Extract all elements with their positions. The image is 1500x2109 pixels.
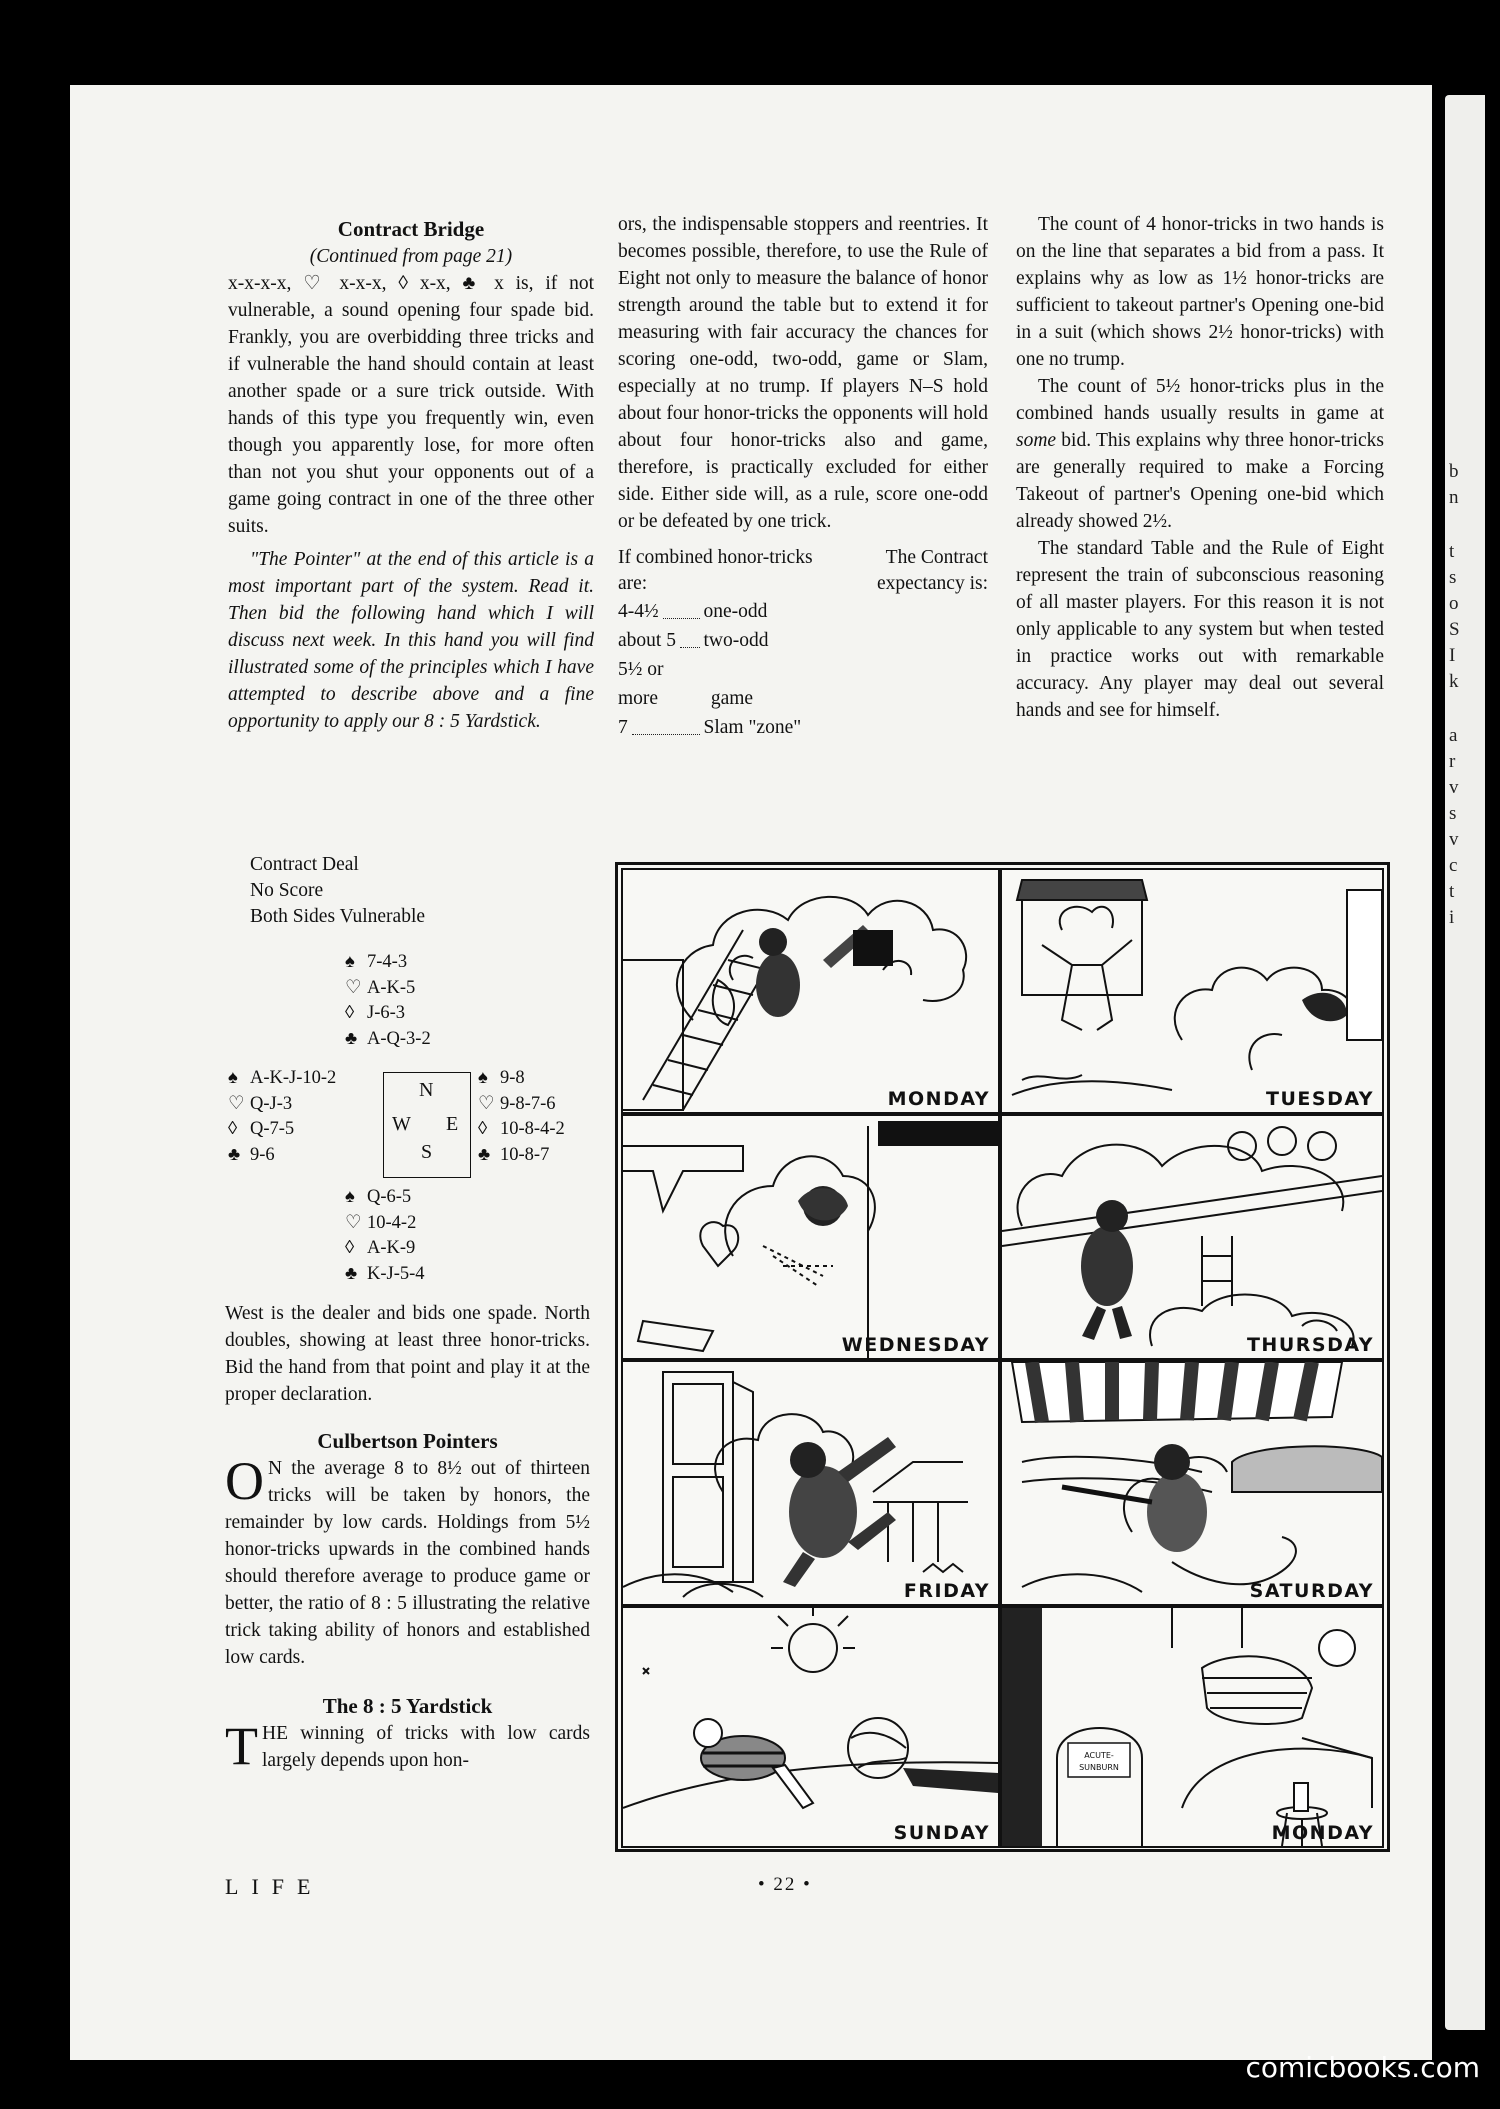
holding: Q-J-3 [250,1093,293,1114]
holding: 10-8-7 [500,1144,550,1165]
article-title: Contract Bridge [337,217,485,241]
comic-illustration [1002,1608,1382,1846]
holding: J-6-3 [367,1003,406,1023]
continued-note: (Continued from page 21) [309,246,513,267]
table-cell: 5½ or more [618,659,664,709]
next-page-fragment: k [1449,671,1459,692]
holding: Q-6-5 [367,1187,412,1207]
next-page-fragment: r [1449,751,1456,772]
holding: A-Q-3-2 [367,1028,431,1049]
day-label: MONDAY [887,1088,990,1110]
east-hand [478,1066,565,1168]
watermark: comicbooks.com [1245,2051,1480,2084]
next-page-fragment: v [1449,777,1459,798]
section-heading: The 8 : 5 Yardstick [322,1694,493,1718]
compass-box [383,1072,471,1178]
day-label: MONDAY [1271,1822,1374,1844]
middle-column [618,211,988,742]
page-number: • 22 • [758,1874,812,1895]
next-page-fragment: v [1449,829,1459,850]
compass-west: W [392,1113,411,1135]
drop-cap: T [225,1716,258,1776]
comic-illustration [1002,870,1382,1112]
table-cell: two-odd [703,630,769,651]
north-hand [345,950,431,1052]
deal-header [250,852,580,930]
table-cell: about 5 [618,630,676,651]
south-hand [345,1185,425,1287]
compass-north: N [419,1079,434,1101]
paragraph [225,1451,590,1671]
next-page-fragment: i [1449,907,1455,928]
heart-icon: ♡ [345,1212,362,1233]
deal-score: No Score [250,880,324,901]
table-row [618,626,988,655]
diamond-icon: ◊ [345,1238,355,1258]
comic-illustration [623,870,998,1112]
paragraph: ors, the indispensable stoppers and reentries. It becomes possible, therefore, to use the Rule of Eight not only to measure the balance of honor strength around the table but to extend it for measuring with fair accuracy the chances for scoring one-odd, two-odd, game or Slam, especially at no trump. If players N–S hold about four honor-tricks the opponents will hold about four honor-tricks also and game, therefore, is practically excluded for either side. Either side will, as a rule, score one-odd or be defeated by one trick. [618,214,988,532]
heart-icon: ♡ [478,1093,495,1114]
table-row [618,655,988,713]
comic-panel [621,1360,1000,1606]
next-page-fragment: a [1449,725,1458,746]
comic-panel [1000,868,1384,1114]
paragraph [1016,373,1384,535]
spade-icon: ♠ [345,1187,355,1207]
day-label: THURSDAY [1246,1334,1374,1356]
expectancy-table [618,545,988,742]
next-page-fragment: o [1449,593,1459,614]
left-column-bottom [225,1300,590,1774]
drop-cap: O [225,1451,264,1511]
day-label: SUNDAY [893,1822,990,1844]
club-icon: ♣ [228,1144,241,1165]
next-page-fragment: t [1449,881,1455,902]
table-cell: one-odd [703,601,768,622]
day-label: WEDNESDAY [841,1334,990,1356]
table-cell: 4-4½ [618,601,659,622]
next-page-edge [1445,95,1485,2030]
paragraph [225,1716,590,1776]
comic-illustration [623,1116,998,1358]
next-page-fragment: s [1449,567,1457,588]
next-page-fragment: t [1449,541,1455,562]
table-header-left: If combined honor-tricks are: [618,547,813,594]
magazine-name: LIFE [225,1874,324,1899]
holding: 10-4-2 [367,1212,417,1233]
comic-panel [1000,1360,1384,1606]
comic-illustration [623,1362,998,1604]
comic-panel [1000,1114,1384,1360]
table-cell: game [710,688,754,709]
paragraph-text: HE winning of tricks with low cards largely depends upon hon- [262,1723,590,1771]
emphasis: some [1016,430,1057,451]
holding: 7-4-3 [367,952,408,972]
holding: Q-7-5 [250,1119,295,1139]
section-heading: Culbertson Pointers [317,1429,498,1453]
italic-note: "The Pointer" at the end of this article is a most important part of the system. Read it. Then bid the following hand which I will discuss next week. In this hand you will find illustrated some of the principles which I have attempted to describe above and a fine opportunity to apply our 8 : 5 Yardstick. [228,549,594,732]
next-page-fragment: c [1449,855,1458,876]
paragraph-text: N the average 8 to 8½ out of thirteen tricks will be taken by honors, the remainder by low cards. Holdings from 5½ honor-tricks upwards in the combined hands should therefore average to produce game or better, the ratio of 8 : 5 illustrating the relative trick taking ability of honors and established low cards. [225,1458,590,1668]
holding: 9-6 [250,1144,275,1165]
spade-icon: ♠ [478,1068,488,1088]
next-page-fragment: I [1449,645,1456,666]
sign-text-span: ACUTE- [1084,1751,1114,1760]
compass-east: E [446,1113,459,1135]
club-icon: ♣ [345,1028,358,1049]
comic-panel [1000,1606,1384,1848]
club-icon: ♣ [345,1263,358,1284]
table-header-right: The Contract expectancy is: [877,547,988,594]
holding: 9-8 [500,1068,525,1088]
comic-panel [621,1114,1000,1360]
sign-text-span: SUNBURN [1079,1763,1119,1772]
table-cell: 7 [618,717,628,738]
right-column [1016,211,1384,724]
club-icon: ♣ [478,1144,491,1165]
holding: A-K-9 [367,1238,416,1258]
holding: 9-8-7-6 [500,1093,556,1114]
paragraph: West is the dealer and bids one spade. North doubles, showing at least three honor-tricks. Bid the hand from that point and play it at the proper declaration. [225,1303,590,1405]
holding: 10-8-4-2 [500,1119,565,1139]
table-row [618,713,988,742]
next-page-fragment: b [1449,461,1459,482]
spade-icon: ♠ [345,952,355,972]
diamond-icon: ◊ [228,1119,238,1139]
diamond-icon: ◊ [345,1003,355,1023]
compass-south: S [421,1141,433,1163]
comic-strip [615,862,1390,1852]
day-label: SATURDAY [1249,1580,1374,1602]
deal-vulnerability: Both Sides Vulnerable [250,906,426,927]
paragraph-text: The count of 5½ honor-tricks plus in the combined hands usually results in game at [1016,376,1384,424]
comic-illustration [623,1608,998,1846]
west-hand [228,1066,336,1168]
next-page-fragment: n [1449,487,1459,508]
paragraph: x-x-x-x, ♡ x-x-x, ◊ x-x, ♣ x is, if not vulnerable, a sound opening four spade bid. Frankly, you are overbidding three tricks and if vulnerable the hand should contain at least another spade or a sure trick outside. With hands of this type you frequently win, even though you apparently lose, for more often than not you shut your opponents out of a game going contract in one of the three other suits. [228,273,594,537]
next-page-fragment: S [1449,619,1460,640]
spade-icon: ♠ [228,1068,238,1088]
day-label: FRIDAY [903,1580,990,1602]
day-label: TUESDAY [1266,1088,1374,1110]
diamond-icon: ◊ [478,1119,488,1139]
paragraph: The count of 4 honor-tricks in two hands is on the line that separates a bid from a pass. It explains why as low as 1½ honor-tricks are sufficient to takeout partner's Opening one-bid in a suit (which shows 2½ honor-tricks) with one no trump. [1016,214,1384,370]
left-column-top [228,216,594,735]
table-row [618,597,988,626]
comic-panel [621,1606,1000,1848]
deal-title: Contract Deal [250,854,359,875]
next-page-fragment: s [1449,803,1457,824]
comic-illustration [1002,1116,1382,1358]
table-cell: Slam "zone" [703,717,802,738]
holding: A-K-5 [367,977,416,998]
heart-icon: ♡ [345,977,362,998]
paragraph-text: bid. This explains why three honor-tricks are generally required to make a Forcing Takeout of partner's Opening one-bid which already showed 2½. [1016,430,1384,532]
comic-illustration [1002,1362,1382,1604]
holding: A-K-J-10-2 [250,1068,337,1088]
heart-icon: ♡ [228,1093,245,1114]
comic-panel [621,868,1000,1114]
holding: K-J-5-4 [367,1263,425,1284]
paragraph: The standard Table and the Rule of Eight represent the train of subconscious reasoning of all master players. For this reason it is not only applicable to any system but when tested in practice works out with remarkable accuracy. Any player may deal out several hands and see for himself. [1016,538,1384,721]
